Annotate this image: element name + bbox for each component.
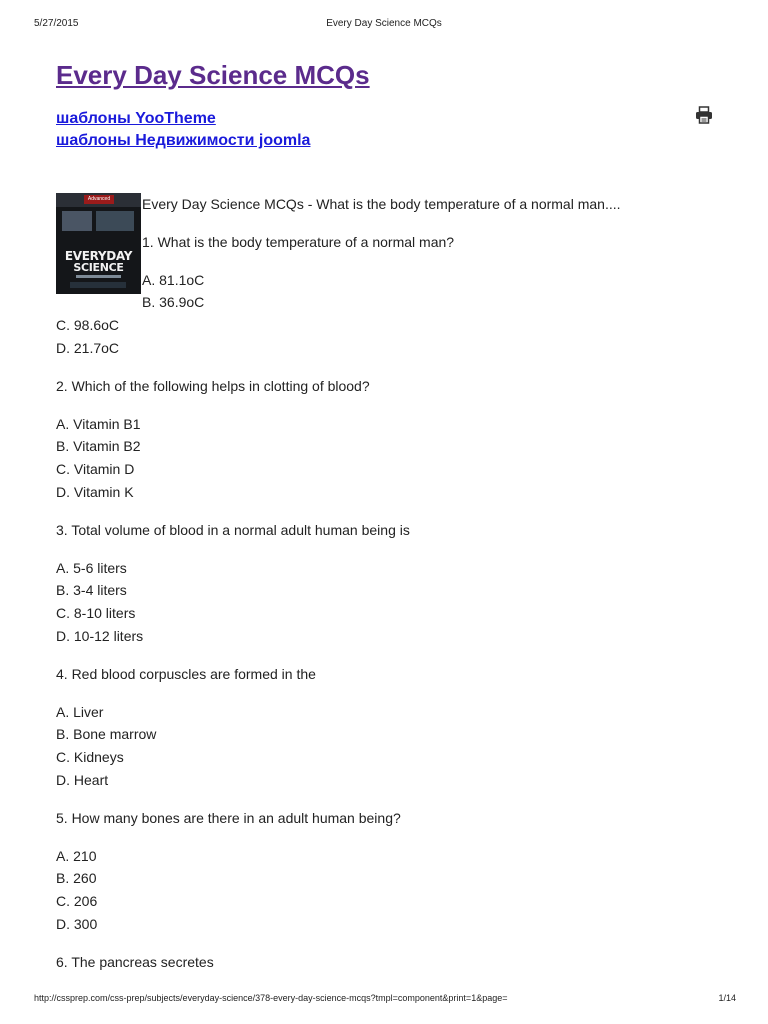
cover-title-line1: EVERYDAY (64, 249, 133, 263)
print-header-title: Every Day Science MCQs (326, 18, 442, 29)
option-text: B. Bone marrow (56, 726, 157, 743)
question-text: 2. Which of the following helps in clotting of blood? (56, 377, 370, 394)
option-text: A. 81.1oC (142, 271, 205, 288)
option-text: B. Vitamin B2 (56, 438, 141, 455)
option-text: C. Kidneys (56, 749, 124, 766)
printer-icon[interactable] (695, 106, 713, 124)
option-text: A. 5-6 liters (56, 559, 127, 576)
option-text: B. 3-4 liters (56, 582, 127, 599)
question-text: 1. What is the body temperature of a normal man? (142, 233, 455, 250)
sponsor-links (56, 108, 310, 152)
option-text: C. 8-10 liters (56, 605, 136, 622)
page-number: 1/14 (718, 993, 736, 1003)
option-text: D. 300 (56, 915, 98, 932)
article-body (56, 193, 736, 974)
link-yootheme[interactable]: шаблоны YooTheme (56, 110, 216, 127)
option-text: C. 206 (56, 893, 98, 910)
option-text: C. Vitamin D (56, 461, 135, 478)
question-text: 6. The pancreas secretes (56, 953, 214, 970)
article-title[interactable]: Every Day Science MCQs (56, 60, 370, 90)
option-text: A. 210 (56, 847, 97, 864)
option-text: D. 10-12 liters (56, 627, 144, 644)
option-text: C. 98.6oC (56, 317, 120, 334)
question-text: 5. How many bones are there in an adult human being? (56, 809, 401, 826)
question-text: 4. Red blood corpuscles are formed in the (56, 665, 316, 682)
footer-url: http://cssprep.com/css-prep/subjects/everyday-science/378-every-day-science-mcqs?tmpl=component&print=1&page= (34, 993, 508, 1003)
option-text: D. Heart (56, 771, 109, 788)
intro-text: Every Day Science MCQs - What is the body temperature of a normal man.... (142, 196, 621, 212)
cover-title-line2: SCIENCE (73, 261, 124, 274)
option-text: B. 36.9oC (142, 294, 205, 311)
option-text: D. Vitamin K (56, 483, 134, 500)
option-text: A. Liver (56, 703, 104, 720)
link-joomla-templates[interactable]: шаблоны Недвижимости joomla (56, 132, 311, 149)
print-date: 5/27/2015 (34, 18, 79, 29)
option-text: D. 21.7oC (56, 339, 120, 356)
option-text: A. Vitamin B1 (56, 415, 141, 432)
book-cover-image (56, 193, 141, 294)
question-text: 3. Total volume of blood in a normal adult human being is (56, 521, 410, 538)
option-text: B. 260 (56, 870, 97, 887)
cover-tag: Advanced (84, 195, 114, 204)
